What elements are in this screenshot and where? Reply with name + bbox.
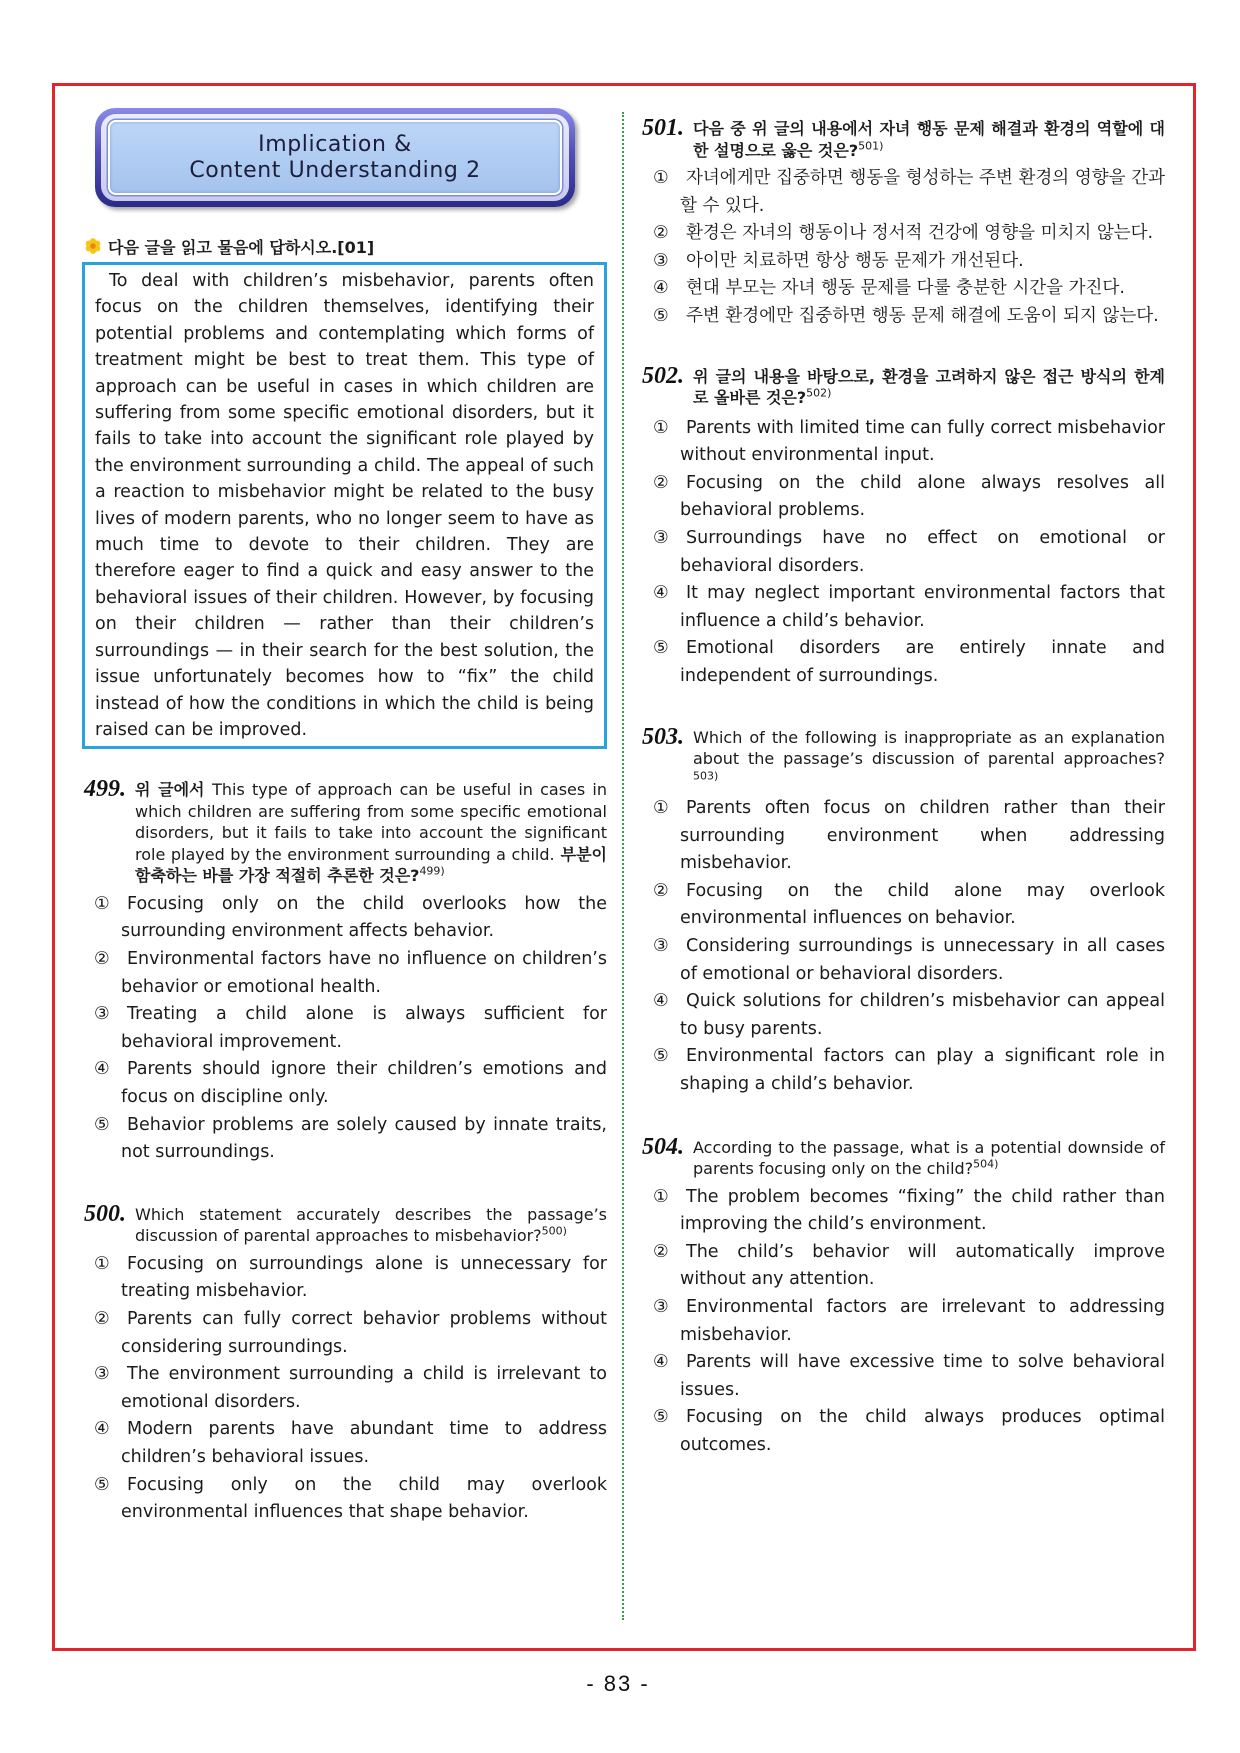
option-text: Parents often focus on children rather than their surrounding environment when addressing misbehavior. [680, 798, 1165, 874]
answer-option [653, 933, 1165, 988]
answer-option [653, 470, 1165, 525]
option-marker: ⑤ [653, 1046, 669, 1067]
answer-option [94, 1001, 607, 1056]
option-marker: ③ [94, 1004, 110, 1025]
stem-text: According to the passage, what is a potential downside of parents focusing only on the child? [693, 1137, 1165, 1179]
section-title-badge [95, 108, 575, 207]
question-number: 504. [642, 1133, 684, 1160]
option-text: 자녀에게만 집중하면 행동을 형성하는 주변 환경의 영향을 간과할 수 있다. [680, 168, 1165, 216]
question-stem [135, 779, 607, 887]
answer-option [653, 635, 1165, 690]
option-marker: ④ [653, 1352, 669, 1373]
option-marker: ③ [653, 935, 669, 956]
answer-option [94, 1361, 607, 1416]
stem-text: 위 글의 내용을 바탕으로, 환경을 고려하지 않은 접근 방식의 한계로 올바른 것은? [693, 366, 1165, 408]
option-marker: ② [653, 880, 669, 901]
answer-options [94, 891, 607, 1167]
answer-options [653, 1184, 1165, 1460]
option-text: Quick solutions for children’s misbehavior can appeal to busy parents. [680, 991, 1165, 1039]
answer-option [653, 1043, 1165, 1098]
option-text: Modern parents have abundant time to address children’s behavioral issues. [121, 1419, 607, 1467]
left-column [84, 108, 607, 1527]
question-number: 499. [84, 776, 126, 803]
stem-quote: This type of approach can be useful in cases in which children are suffering from some specific emotional disorders, but it fails to take into account the significant role played by the environment surrounding a child. [135, 780, 607, 864]
flower-icon [84, 237, 102, 255]
answer-option [653, 1294, 1165, 1349]
option-marker: ④ [653, 278, 669, 299]
option-text: Surroundings have no effect on emotional or behavioral disorders. [680, 527, 1165, 576]
column-divider [622, 112, 624, 1620]
option-marker: ④ [94, 1059, 110, 1080]
instruction [84, 234, 607, 258]
answer-option [653, 988, 1165, 1043]
option-marker: ⑤ [653, 305, 669, 326]
question-number: 503. [642, 723, 684, 750]
stem-suffix: 부분이 함축하는 바를 가장 적절히 추론한 것은? [135, 844, 607, 886]
answer-option [653, 1404, 1165, 1459]
answer-option [653, 1239, 1165, 1294]
answer-option [653, 878, 1165, 933]
answer-option [94, 891, 607, 946]
answer-option [653, 220, 1165, 248]
option-marker: ① [94, 893, 110, 914]
option-text: Environmental factors have no influence on children’s behavior or emotional health. [121, 949, 607, 997]
option-marker: ② [653, 472, 669, 493]
option-text: Environmental factors are irrelevant to addressing misbehavior. [680, 1296, 1165, 1345]
option-marker: ④ [653, 991, 669, 1012]
question-header [642, 723, 1165, 792]
page-number: - 83 - [586, 1671, 650, 1696]
option-text: Focusing on the child alone may overlook environmental influences on behavior. [680, 880, 1165, 929]
option-text: Environmental factors can play a significant role in shaping a child’s behavior. [680, 1046, 1165, 1094]
option-marker: ① [653, 168, 669, 188]
option-text: Focusing only on the child may overlook environmental influences that shape behavior. [121, 1474, 607, 1523]
answer-option [653, 165, 1165, 220]
option-marker: ③ [653, 250, 669, 271]
answer-option [653, 248, 1165, 276]
option-text: Parents with limited time can fully correct misbehavior without environmental input. [680, 417, 1165, 466]
question-number: 501. [642, 115, 684, 141]
question-stem [135, 1204, 607, 1247]
option-marker: ① [653, 1186, 669, 1207]
option-text: Focusing on the child always produces optimal outcomes. [680, 1407, 1165, 1455]
option-marker: ④ [94, 1419, 110, 1440]
option-marker: ④ [653, 583, 669, 604]
option-text: Focusing only on the child overlooks how the surrounding environment affects behavior. [121, 893, 607, 942]
option-text: 주변 환경에만 집중하면 행동 문제 해결에 도움이 되지 않는다. [686, 305, 1159, 326]
footnote-ref: 499) [419, 864, 445, 878]
option-text: 환경은 자녀의 행동이나 정서적 건강에 영향을 미치지 않는다. [686, 223, 1154, 244]
option-marker: ② [653, 1241, 669, 1262]
option-marker: ② [653, 223, 669, 244]
answer-option [94, 1472, 607, 1527]
option-marker: ① [653, 798, 669, 818]
answer-options [653, 415, 1165, 691]
question-504 [642, 1133, 1165, 1460]
question-499 [84, 776, 607, 1166]
option-text: Parents will have excessive time to solve behavioral issues. [680, 1352, 1165, 1400]
question-stem [693, 727, 1165, 792]
question-502 [642, 362, 1165, 691]
question-header [84, 1200, 607, 1247]
answer-option [94, 946, 607, 1001]
question-stem [693, 118, 1165, 161]
question-500 [84, 1200, 607, 1527]
title-line-2: Content Understanding 2 [189, 157, 481, 183]
stem-prefix: 위 글에서 [135, 780, 213, 800]
answer-options [653, 795, 1165, 1099]
answer-options [94, 1251, 607, 1527]
footnote-ref: 501) [858, 139, 884, 153]
answer-option [653, 795, 1165, 878]
stem-text: Which statement accurately describes the passage’s discussion of parental approaches to misbehavior? [135, 1204, 607, 1246]
question-header [642, 115, 1165, 161]
option-text: Parents can fully correct behavior problems without considering surroundings. [121, 1308, 607, 1357]
question-number: 502. [642, 362, 684, 389]
answer-option [653, 1349, 1165, 1404]
right-column [642, 115, 1165, 1459]
option-marker: ③ [653, 527, 669, 548]
question-501 [642, 115, 1165, 331]
question-header [642, 362, 1165, 409]
answer-options [653, 165, 1165, 331]
option-marker: ⑤ [653, 638, 669, 659]
option-text: Considering surroundings is unnecessary in all cases of emotional or behavioral disorders. [680, 935, 1165, 984]
answer-option [653, 580, 1165, 635]
option-marker: ② [94, 1308, 110, 1329]
option-text: Behavior problems are solely caused by innate traits, not surroundings. [121, 1114, 607, 1163]
question-number: 500. [84, 1200, 126, 1227]
option-text: Treating a child alone is always sufficient for behavioral improvement. [121, 1004, 607, 1052]
option-marker: ① [653, 417, 669, 438]
option-marker: ⑤ [94, 1114, 110, 1135]
answer-option [94, 1306, 607, 1361]
footnote-ref: 502) [806, 386, 832, 400]
reading-passage: To deal with children’s misbehavior, parents often focus on the children themselves, identifying their potential problems and contemplating which forms of treatment might be best to treat them. This type of approach can be useful in cases in which children are suffering from some specific emotional disorders, but it fails to take into account the significant role played by the environment surrounding a child. The appeal of such a reaction to misbehavior might be related to the busy lives of modern parents, who no longer seem to have as much time to devote to their children. They are therefore eager to find a quick and easy answer to the behavioral issues of their children. However, by focusing on their children — rather than their children’s surroundings — in their search for the best solution, the issue unfortunately becomes how to “fix” the child instead of how the conditions in which the child is being raised can be improved. [82, 262, 607, 749]
option-marker: ③ [653, 1296, 669, 1317]
answer-option [94, 1251, 607, 1306]
question-stem [693, 366, 1165, 409]
option-text: The environment surrounding a child is irrelevant to emotional disorders. [121, 1364, 607, 1412]
option-marker: ③ [94, 1364, 110, 1385]
answer-option [653, 415, 1165, 470]
instruction-text: 다음 글을 읽고 물음에 답하시오.[01] [108, 237, 375, 257]
option-text: Focusing on surroundings alone is unnecessary for treating misbehavior. [121, 1253, 607, 1302]
option-text: Parents should ignore their children’s emotions and focus on discipline only. [121, 1059, 607, 1107]
answer-option [94, 1056, 607, 1111]
question-503 [642, 723, 1165, 1099]
answer-option [94, 1112, 607, 1167]
title-line-1: Implication & [258, 131, 412, 157]
answer-option [653, 1184, 1165, 1239]
option-marker: ① [94, 1253, 110, 1274]
option-text: 아이만 치료하면 항상 행동 문제가 개선된다. [686, 250, 1024, 271]
answer-option [653, 525, 1165, 580]
option-marker: ② [94, 949, 110, 969]
question-header [642, 1133, 1165, 1180]
footnote-ref: 503) [693, 769, 719, 783]
title-panel [108, 120, 562, 195]
option-text: The child’s behavior will automatically improve without any attention. [680, 1241, 1165, 1290]
footnote-ref: 504) [973, 1157, 999, 1171]
answer-option [653, 303, 1165, 331]
stem-text: Which of the following is inappropriate as an explanation about the passage’s discussion of parental approaches? [693, 727, 1165, 768]
option-text: Emotional disorders are entirely innate and independent of surroundings. [680, 638, 1165, 686]
answer-option [94, 1416, 607, 1471]
option-marker: ⑤ [94, 1474, 110, 1495]
option-text: It may neglect important environmental factors that influence a child’s behavior. [680, 583, 1165, 631]
option-marker: ⑤ [653, 1407, 669, 1428]
answer-option [653, 275, 1165, 303]
option-text: 현대 부모는 자녀 행동 문제를 다룰 충분한 시간을 가진다. [686, 278, 1125, 299]
footnote-ref: 500) [541, 1224, 567, 1238]
stem-text: 다음 중 위 글의 내용에서 자녀 행동 문제 해결과 환경의 역할에 대한 설명으로 옳은 것은? [693, 119, 1165, 160]
question-stem [693, 1137, 1165, 1180]
option-text: Focusing on the child alone always resolves all behavioral problems. [680, 472, 1165, 521]
option-text: The problem becomes “fixing” the child rather than improving the child’s environment. [680, 1186, 1165, 1235]
question-header [84, 776, 607, 887]
